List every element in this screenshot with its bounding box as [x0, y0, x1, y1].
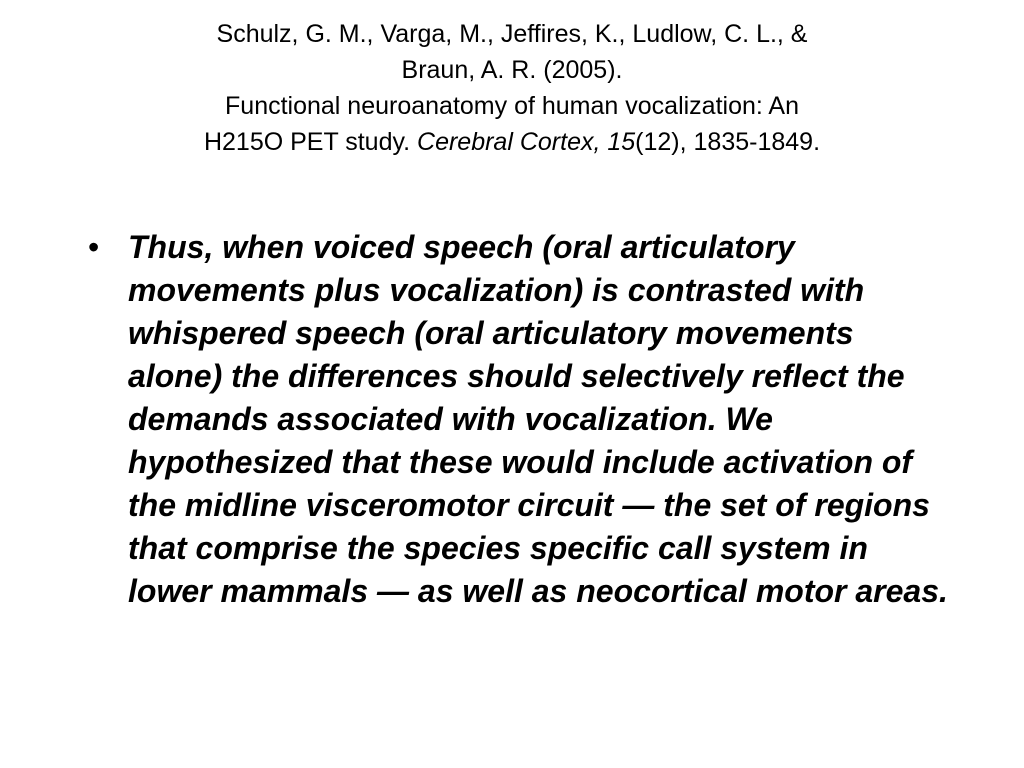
citation-source	[100, 124, 924, 160]
list-item	[80, 226, 950, 613]
citation-issue-pages: (12), 1835-1849.	[635, 128, 821, 156]
citation-journal: Cerebral Cortex, 15	[417, 128, 636, 156]
citation-authors-year: Braun, A. R. (2005).	[401, 56, 623, 84]
bullet-text: Thus, when voiced speech (oral articulatory movements plus vocalization) is contrasted with whispered speech (oral articulatory movements alone) the differences should selectively reflect the demands associated with vocalization. We hypothesized that these would include activation of the midline visceromotor circuit — the set of regions that comprise the species specific call system in lower mammals — as well as neocortical motor areas.	[128, 229, 948, 609]
bullet-list	[80, 226, 950, 613]
bullet-icon: •	[88, 229, 100, 265]
citation-title: Functional neuroanatomy of human vocalization: An	[225, 92, 799, 120]
citation-header	[100, 16, 924, 160]
citation-authors: Schulz, G. M., Varga, M., Jeffires, K., Ludlow, C. L., &	[216, 20, 808, 48]
citation-title-end: H215O PET study.	[203, 128, 418, 156]
